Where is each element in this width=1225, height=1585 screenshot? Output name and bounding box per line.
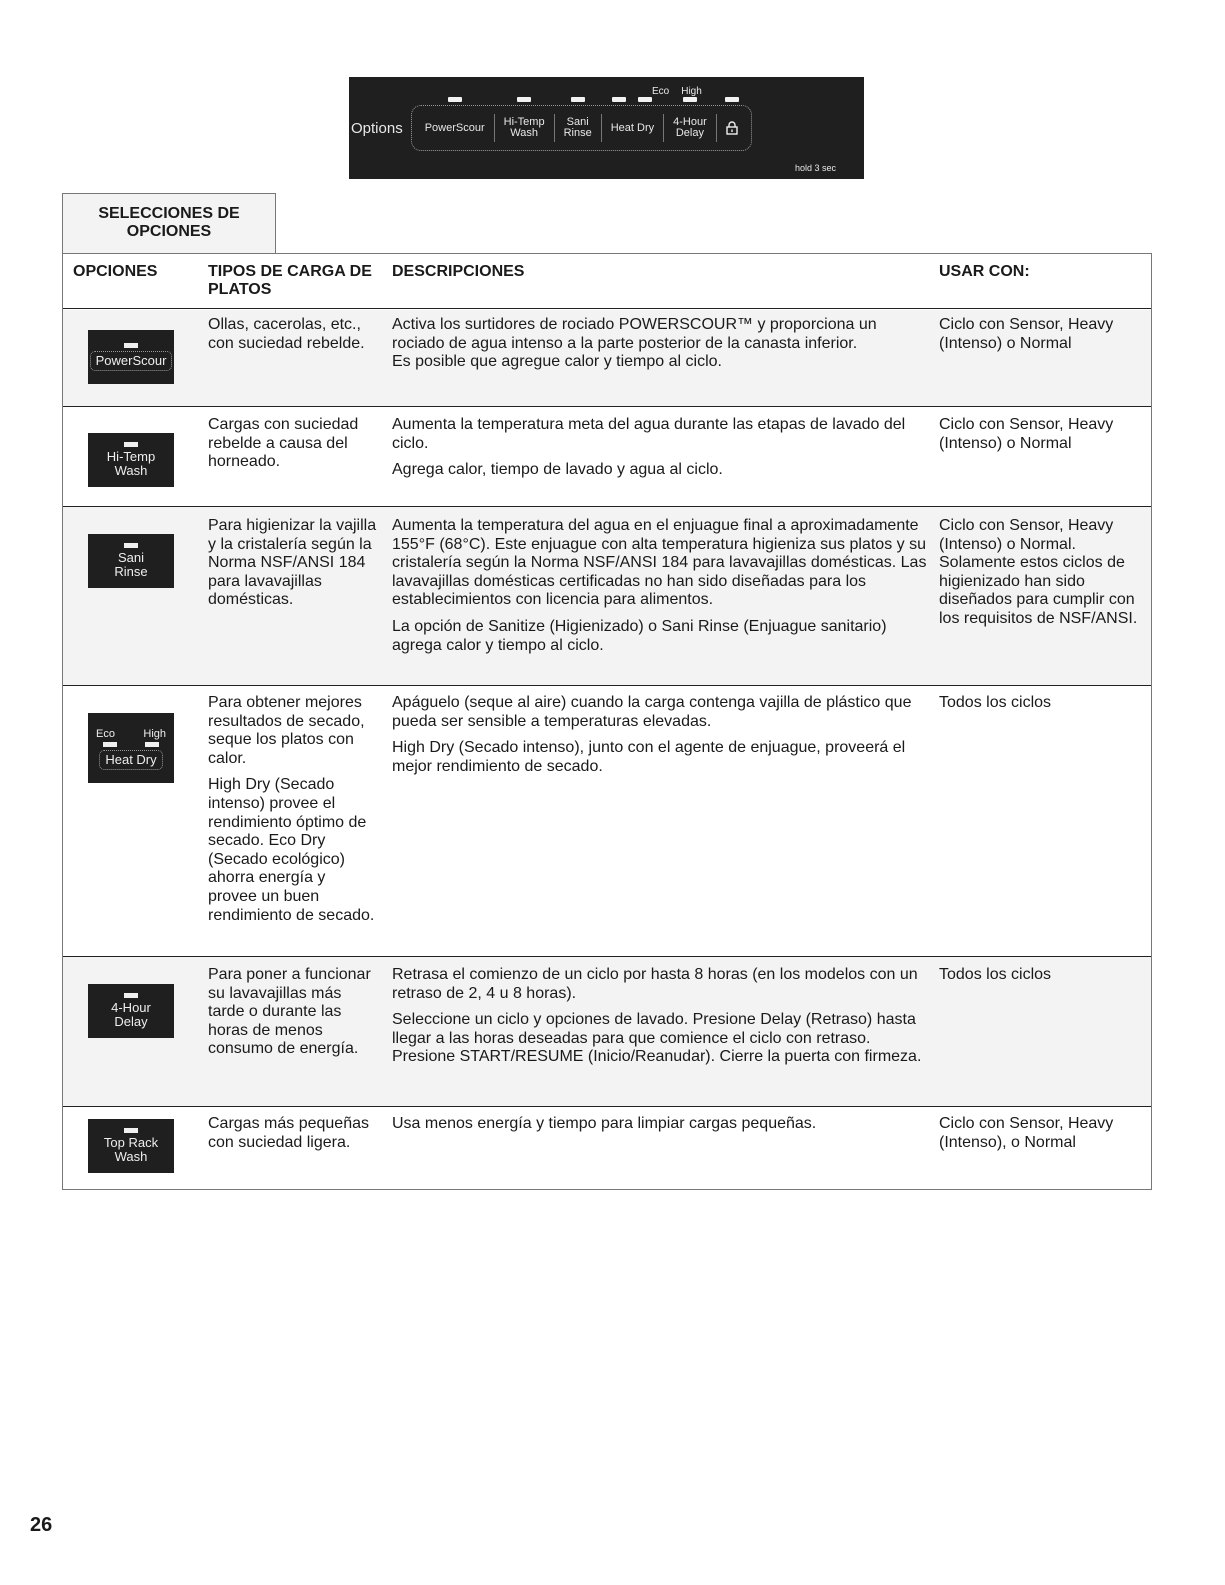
- panel-button-label: Hi-Temp Wash: [503, 116, 545, 139]
- header-opciones: OPCIONES: [73, 263, 158, 280]
- panel-button-hi-temp-wash: [495, 114, 555, 142]
- hi-temp-wash-button-icon: Hi-Temp Wash: [88, 433, 174, 487]
- top-rack-wash-button-icon: Top Rack Wash: [88, 1119, 174, 1173]
- cell-descripcion: Activa los surtidores de rociado POWERSCOUR™ y proporciona un rociado de agua intenso a la parte posterior de la canasta inferior. Es posible que agregue calor y tiempo al ciclo.: [392, 316, 877, 371]
- cell-descripcion: Aumenta la temperatura del agua en el enjuague final a aproximadamente 155°F (68°C). Este enjuague con alta temperatura higieniza sus platos y su cristalería según la Norma NSF/ANSI 184 para lavavajillas domésticas. Las lavavajillas domésticas certificadas no han sido diseñadas para los establecimientos con licencia para alimentos. La opción de Sanitize (Higienizado) o Sani Rinse (Enjuague sanitario) agrega calor y tiempo al ciclo.: [392, 517, 927, 654]
- section-title-line1: SELECCIONES DE: [98, 205, 240, 222]
- section-title: [62, 193, 276, 253]
- cell-usar-con: Ciclo con Sensor, Heavy (Intenso) o Normal: [939, 416, 1114, 452]
- table-row: [63, 686, 1151, 957]
- sani-rinse-button-icon: Sani Rinse: [88, 534, 174, 588]
- panel-button-label: PowerScour: [424, 121, 485, 134]
- panel-button-label: Sani Rinse: [563, 116, 592, 139]
- lock-icon: [726, 121, 738, 135]
- cell-usar-con: Ciclo con Sensor, Heavy (Intenso) o Normal: [939, 316, 1114, 352]
- cell-carga: Cargas más pequeñas con suciedad ligera.: [208, 1115, 369, 1151]
- cell-descripcion: Aumenta la temperatura meta del agua durante las etapas de lavado del ciclo. Agrega calor, tiempo de lavado y agua al ciclo.: [392, 416, 906, 479]
- cell-usar-con: Todos los ciclos: [939, 694, 1052, 711]
- table-row: [63, 407, 1151, 507]
- cell-descripcion: Retrasa el comienzo de un ciclo por hasta 8 horas (en los modelos con un retraso de 2, 4 u 8 horas). Seleccione un ciclo y opciones de lavado. Presione Delay (Retraso) hasta llegar a las horas deseadas para que comience el ciclo con retraso. Presione START/RESUME (Inicio/Reanudar). Cierre la puerta con firmeza.: [392, 966, 922, 1066]
- header-descripciones: DESCRIPCIONES: [392, 263, 525, 280]
- table-row: [63, 310, 1151, 407]
- panel-led: [612, 97, 626, 102]
- panel-button-label: 4-Hour Delay: [673, 116, 707, 139]
- cell-usar-con: Ciclo con Sensor, Heavy (Intenso) o Normal. Solamente estos ciclos de higienizado han sido diseñados para cumplir con los requisitos de NSF/ANSI.: [939, 517, 1138, 627]
- panel-led: [638, 97, 652, 102]
- cell-carga: Para obtener mejores resultados de secado, seque los platos con calor. High Dry (Secado intenso) provee el rendimiento óptimo de secado. Eco Dry (Secado ecológico) ahorra energía y provee un buen rendimiento de secado.: [208, 694, 375, 924]
- panel-high-label: High: [681, 86, 702, 97]
- panel-hold-label: hold 3 sec: [795, 163, 837, 173]
- panel-button-lock: [717, 114, 747, 142]
- panel-button-heat-dry: [602, 114, 664, 142]
- table-row: [63, 507, 1151, 686]
- panel-eco-label: Eco: [652, 86, 670, 97]
- control-panel-image: [349, 77, 864, 179]
- panel-button-group: [411, 105, 752, 151]
- panel-eco-high-labels: [652, 86, 714, 97]
- panel-button-sani-rinse: [555, 114, 602, 142]
- cell-descripcion: Usa menos energía y tiempo para limpiar cargas pequeñas.: [392, 1115, 817, 1132]
- header-tipos: TIPOS DE CARGA DE PLATOS: [208, 263, 372, 298]
- panel-button-4-hour-delay: [664, 114, 717, 142]
- page-number: 26: [30, 1514, 53, 1536]
- panel-options-label: Options: [351, 119, 403, 137]
- panel-led: [571, 97, 585, 102]
- panel-led: [725, 97, 739, 102]
- section-title-line2: OPCIONES: [126, 223, 212, 240]
- cell-descripcion: Apáguelo (seque al aire) cuando la carga contenga vajilla de plástico que pueda ser sensible a temperaturas elevadas. High Dry (Secado intenso), junto con el agente de enjuague, proveerá el mejor rendimiento de secado.: [392, 694, 912, 775]
- table-header-row: [63, 254, 1151, 309]
- panel-button-powerscour: [416, 114, 495, 142]
- powerscour-button-icon: PowerScour: [88, 330, 174, 384]
- cell-carga: Ollas, cacerolas, etc., con suciedad rebelde.: [208, 316, 365, 352]
- table-row: [63, 1107, 1151, 1189]
- cell-carga: Para poner a funcionar su lavavajillas más tarde o durante las horas de menos consumo de energía.: [208, 966, 371, 1058]
- cell-carga: Para higienizar la vajilla y la cristalería según la Norma NSF/ANSI 184 para lavavajillas domésticas.: [208, 517, 377, 609]
- panel-button-label: Heat Dry: [610, 121, 655, 134]
- cell-carga: Cargas con suciedad rebelde a causa del horneado.: [208, 416, 359, 471]
- header-usar-con: USAR CON:: [939, 263, 1030, 280]
- 4-hour-delay-button-icon: 4-Hour Delay: [88, 984, 174, 1038]
- cell-usar-con: Ciclo con Sensor, Heavy (Intenso), o Normal: [939, 1115, 1114, 1151]
- panel-led: [683, 97, 697, 102]
- panel-led: [517, 97, 531, 102]
- heat-dry-button-icon: Eco High Heat Dry: [88, 713, 174, 783]
- options-table: [62, 253, 1152, 1190]
- table-row: [63, 957, 1151, 1107]
- panel-led: [448, 97, 462, 102]
- cell-usar-con: Todos los ciclos: [939, 966, 1052, 983]
